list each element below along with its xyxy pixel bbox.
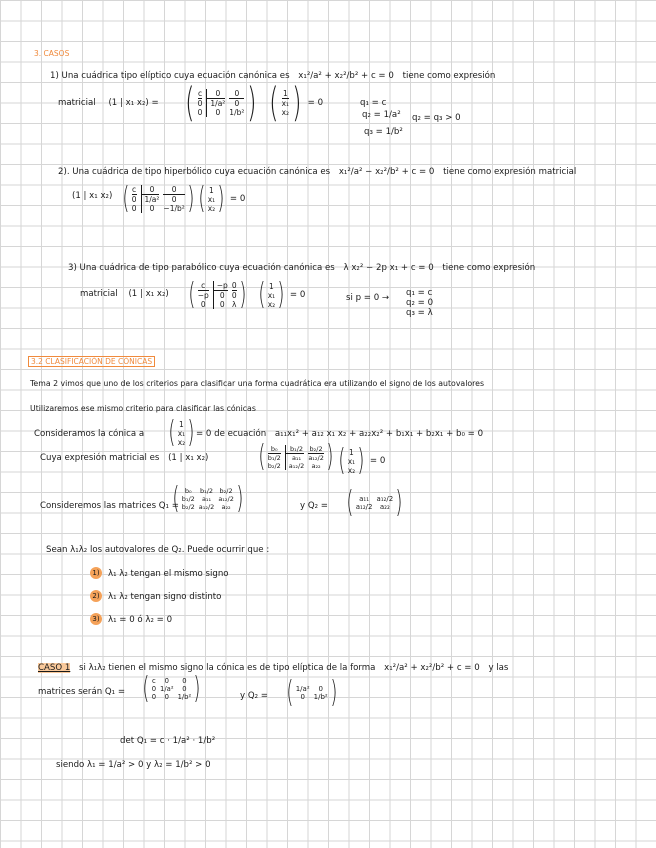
siendo-line: siendo λ₁ = 1/a² > 0 y λ₂ = 1/b² > 0 — [56, 760, 211, 770]
det-line: det Q₁ = c · 1/a² · 1/b² — [120, 736, 216, 746]
case3-cond: si p = 0 → — [346, 293, 390, 303]
submatrix-label: Consideremos las matrices Q₁ = — [40, 501, 179, 511]
section-heading: 3. CASOS — [34, 49, 70, 58]
case1-q3: q₃ = 1/b² — [364, 127, 403, 137]
case1-vector: ( 1 x₁ x₂ ) = 0 — [269, 80, 324, 126]
case3-vector: ( 1 x₁ x₂ ) = 0 — [258, 277, 306, 312]
consider-vector: ( 1 x₁ x₂ ) — [168, 415, 195, 450]
case1-text: 1) Una cuádrica tipo elíptico cuya ecuación canónica es x₁²/a² + x₂²/b² + c = 0 tiene como expresión — [50, 71, 496, 81]
option-2-bullet: 2) — [90, 590, 102, 602]
case2-text: 2). Una cuádrica de tipo hiperbólico cuya ecuación canónica es x₁²/a² − x₂²/b² + c = 0 tiene como expresión matricial — [58, 167, 577, 177]
case1-q2: q₂ = 1/a² — [362, 110, 401, 120]
caso1-q2-label: y Q₂ = — [240, 691, 268, 701]
consider-eq: = 0 de ecuación a₁₁x₁² + a₁₂ x₁ x₂ + a₂₂x₂² + b₁x₁ + b₂x₁ + b₀ = 0 — [196, 429, 484, 439]
paragraph-line2: Utilizaremos ese mismo criterio para clasificar las cónicas — [30, 404, 256, 413]
paragraph-line1: Tema 2 vimos que uno de los criterios para clasificar una forma cuadrática era utilizando el signo de los autovalores — [30, 379, 485, 388]
case3-matrix: ( c −p 0 −p 0 0 0 0 λ ) — [188, 277, 246, 312]
q2-label: y Q₂ = — [300, 501, 328, 511]
caso1-line: CASO 1 si λ₁λ₂ tienen el mismo signo la cónica es de tipo elíptica de la forma x₁²/a² + x₂²/b² + c = 0 y las — [38, 663, 509, 673]
section-heading-32: 3.2 CLASIFICACIÓN DE CÓNICAS — [28, 356, 155, 368]
caso1-q1-matrix: ( c 0 0 0 1/a² 0 0 0 1/b² ) — [142, 671, 201, 706]
caso1-q2-matrix: ( 1/a² 0 0 1/b² ) — [286, 675, 338, 710]
case3-text: 3) Una cuádrica de tipo parabólico cuya ecuación canónica es λ x₂² − 2p x₁ + c = 0 tiene como expresión — [68, 263, 536, 273]
case3-prefix: matricial (1 | x₁ x₂) — [80, 289, 169, 299]
consider-text: Consideramos la cónica a — [34, 429, 145, 439]
option-2-text: λ₁ λ₂ tengan signo distinto — [108, 592, 222, 602]
case3-q2: q₂ = 0 — [406, 298, 434, 308]
option-1-bullet: 1) — [90, 567, 102, 579]
q1-matrix: ( b₀ b₁/2 b₂/2 b₁/2 a₁₁ a₁₂/2 b₂/2 a₁₂/2 a₂₂ ) — [172, 481, 244, 516]
case2-lhs: (1 | x₁ x₂) — [72, 191, 113, 201]
case1-q1: q₁ = c — [360, 98, 387, 108]
expr-text: Cuya expresión matricial es (1 | x₁ x₂) — [40, 453, 209, 463]
case1-matrix: ( c 0 0 0 1/a² 0 0 0 1/b² ) — [185, 80, 257, 126]
case2-vector: ( 1 x₁ x₂ ) = 0 — [198, 181, 246, 216]
option-3-text: λ₁ = 0 ó λ₂ = 0 — [108, 615, 173, 625]
case1-q-side: q₂ = q₃ > 0 — [412, 113, 461, 123]
case2-matrix: ( c 0 0 0 1/a² 0 0 0 −1/b² ) — [122, 181, 195, 216]
eigen-text: Sean λ₁λ₂ los autovalores de Q₂. Puede ocurrir que : — [46, 545, 270, 555]
option-3-bullet: 3) — [90, 613, 102, 625]
caso1-line2: matrices serán Q₁ = — [38, 687, 126, 697]
expr-matrix: ( b₀ b₁/2 b₂/2 b₁/2 a₁₁ a₁₂/2 b₂/2 a₁₂/2 a₂₂ ) — [258, 439, 334, 474]
expr-vector: ( 1 x₁ x₂ ) = 0 — [338, 443, 386, 478]
q2-matrix: ( a₁₁ a₁₂/2 a₁₂/2 a₂₂ ) — [346, 485, 403, 520]
caso1-label: CASO 1 — [38, 663, 71, 673]
option-1-text: λ₁ λ₂ tengan el mismo signo — [108, 569, 229, 579]
case1-prefix: matricial (1 | x₁ x₂) = — [58, 98, 159, 108]
case3-q1: q₁ = c — [406, 288, 433, 298]
case3-q3: q₃ = λ — [406, 308, 433, 318]
